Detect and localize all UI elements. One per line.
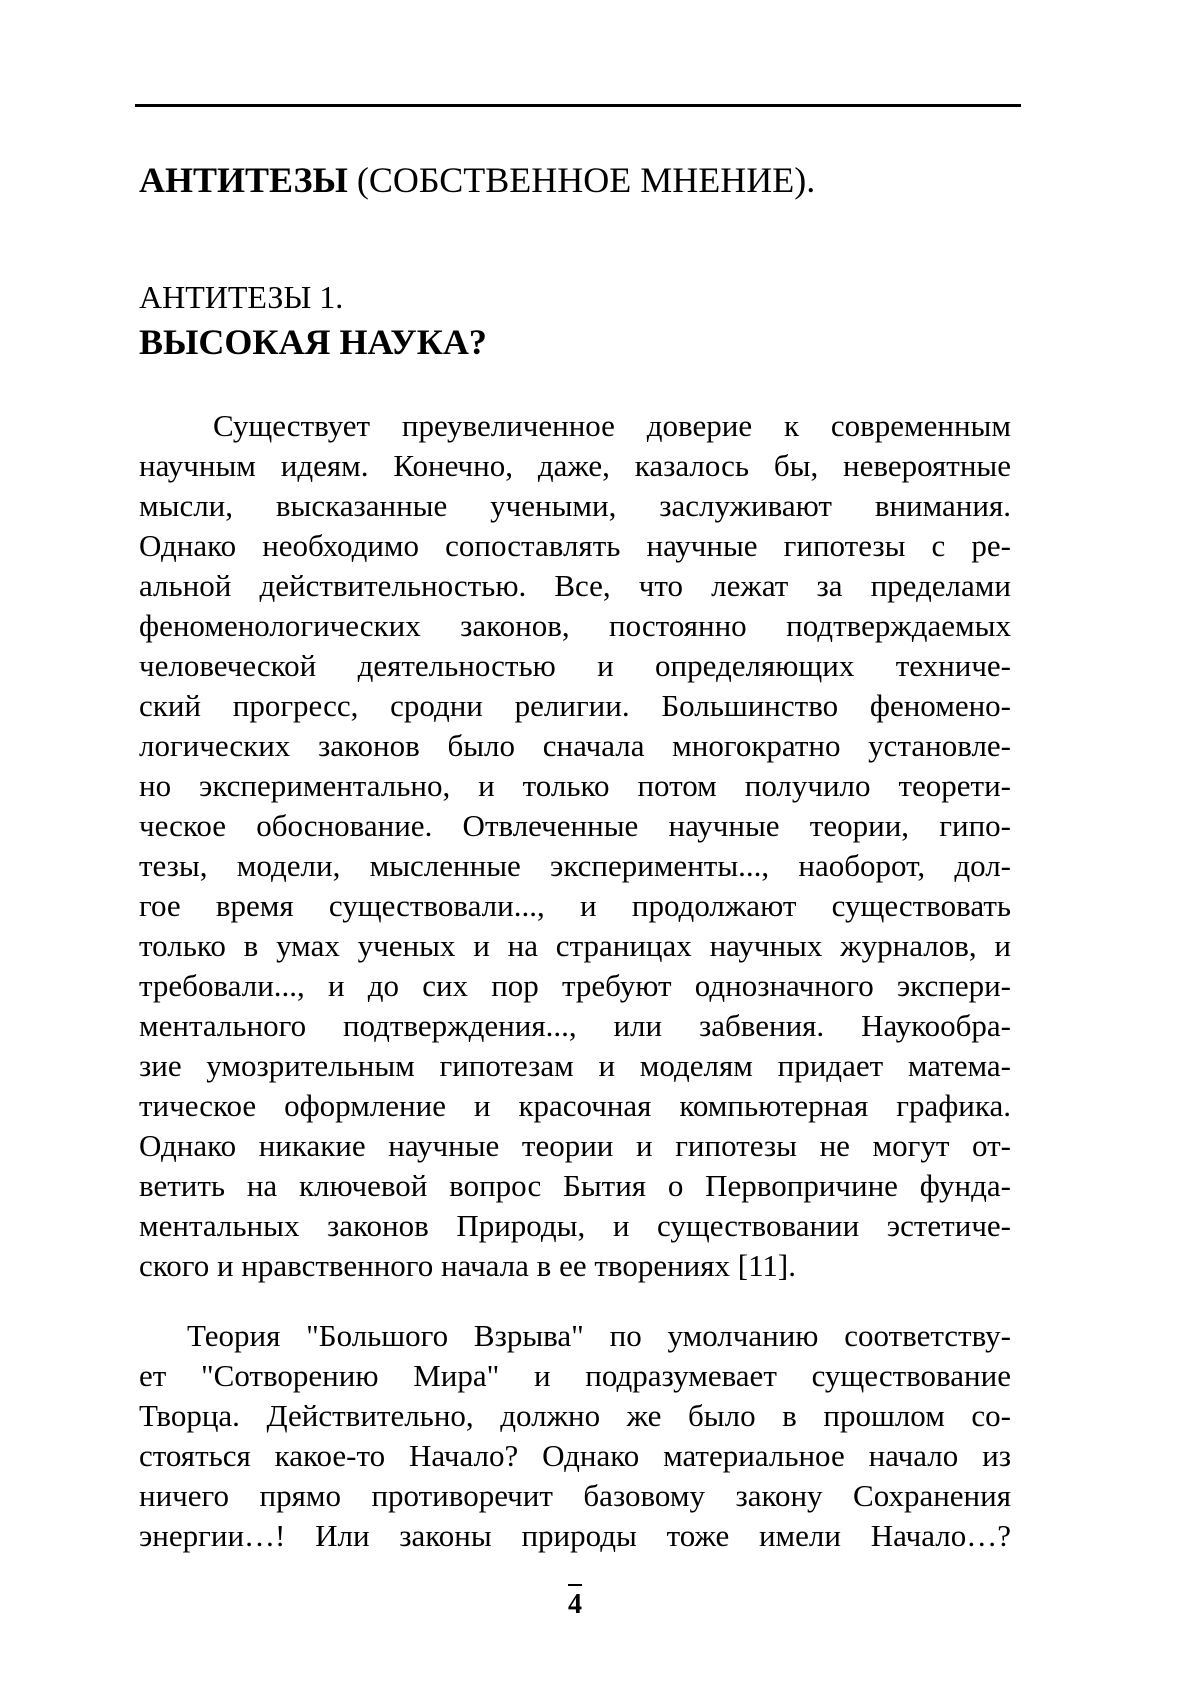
paragraph-line: ничего прямо противоречит базовому закону Сохранения [139, 1478, 1011, 1513]
paragraph-line: ветить на ключевой вопрос Бытия о Первопричине фунда- [139, 1168, 1011, 1203]
paragraph-line: мысли, высказанные учеными, заслуживают внимания. [139, 488, 1011, 523]
page-number-mark [568, 1584, 582, 1586]
antithesis-number-label: АНТИТЕЗЫ 1. [139, 279, 344, 315]
paragraph-line: альной действительностью. Все, что лежат за пределами [139, 568, 1011, 603]
section-heading-rest: (СОБСТВЕННОЕ МНЕНИЕ). [347, 160, 816, 200]
paragraph-line: Существует преувеличенное доверие к современным [213, 408, 1011, 443]
paragraph-line: ского и нравственного начала в ее творениях [11]. [139, 1248, 797, 1283]
paragraph-line: ческое обоснование. Отвлеченные научные теории, гипо- [139, 808, 1011, 843]
paragraph-line: гое время существовали..., и продолжают существовать [139, 888, 1011, 923]
paragraph-1 [139, 406, 1011, 1286]
chapter-title: ВЫСОКАЯ НАУКА? [139, 322, 487, 362]
paragraph-line: ментальных законов Природы, и существовании эстетиче- [139, 1208, 1011, 1243]
paragraph-line: энергии…! Или законы природы тоже имели Начало…? [139, 1518, 1011, 1553]
paragraph-line: но экспериментально, и только потом получило теорети- [139, 768, 1011, 803]
paragraph-line: логических законов было сначала многократно установле- [139, 728, 1011, 763]
paragraph-line: тезы, модели, мысленные эксперименты..., наоборот, дол- [139, 848, 1011, 883]
paragraph-line: ментального подтверждения..., или забвения. Наукообра- [139, 1008, 1011, 1043]
paragraph-line: Однако никакие научные теории и гипотезы не могут от- [139, 1128, 1011, 1163]
section-heading-bold: АНТИТЕЗЫ [139, 160, 348, 200]
paragraph-line: Творца. Действительно, должно же было в прошлом со- [139, 1398, 1011, 1433]
section-heading [139, 158, 1019, 202]
page-number: 4 [568, 1589, 582, 1620]
paragraph-line: стояться какое-то Начало? Однако материальное начало из [139, 1438, 1011, 1473]
paragraph-line: ский прогресс, сродни религии. Большинство феномено- [139, 688, 1011, 723]
paragraph-line: ет "Сотворению Мира" и подразумевает существование [139, 1358, 1011, 1393]
paragraph-line: зие умозрительным гипотезам и моделям придает матема- [139, 1048, 1011, 1083]
paragraph-line: человеческой деятельностью и определяющих техниче- [139, 648, 1011, 683]
paragraph-line: только в умах ученых и на страницах научных журналов, и [139, 928, 1011, 963]
paragraph-line: Теория "Большого Взрыва" по умолчанию соответству- [187, 1318, 1011, 1353]
paragraph-line: Однако необходимо сопоставлять научные гипотезы с ре- [139, 528, 1011, 563]
paragraph-line: требовали..., и до сих пор требуют однозначного экспери- [139, 968, 1011, 1003]
header-rule [135, 104, 1021, 107]
paragraph-line: феноменологических законов, постоянно подтверждаемых [139, 608, 1011, 643]
paragraph-line: научным идеям. Конечно, даже, казалось бы, невероятные [139, 448, 1011, 483]
paragraph-line: тическое оформление и красочная компьютерная графика. [139, 1088, 1011, 1123]
paragraph-2 [139, 1316, 1011, 1556]
